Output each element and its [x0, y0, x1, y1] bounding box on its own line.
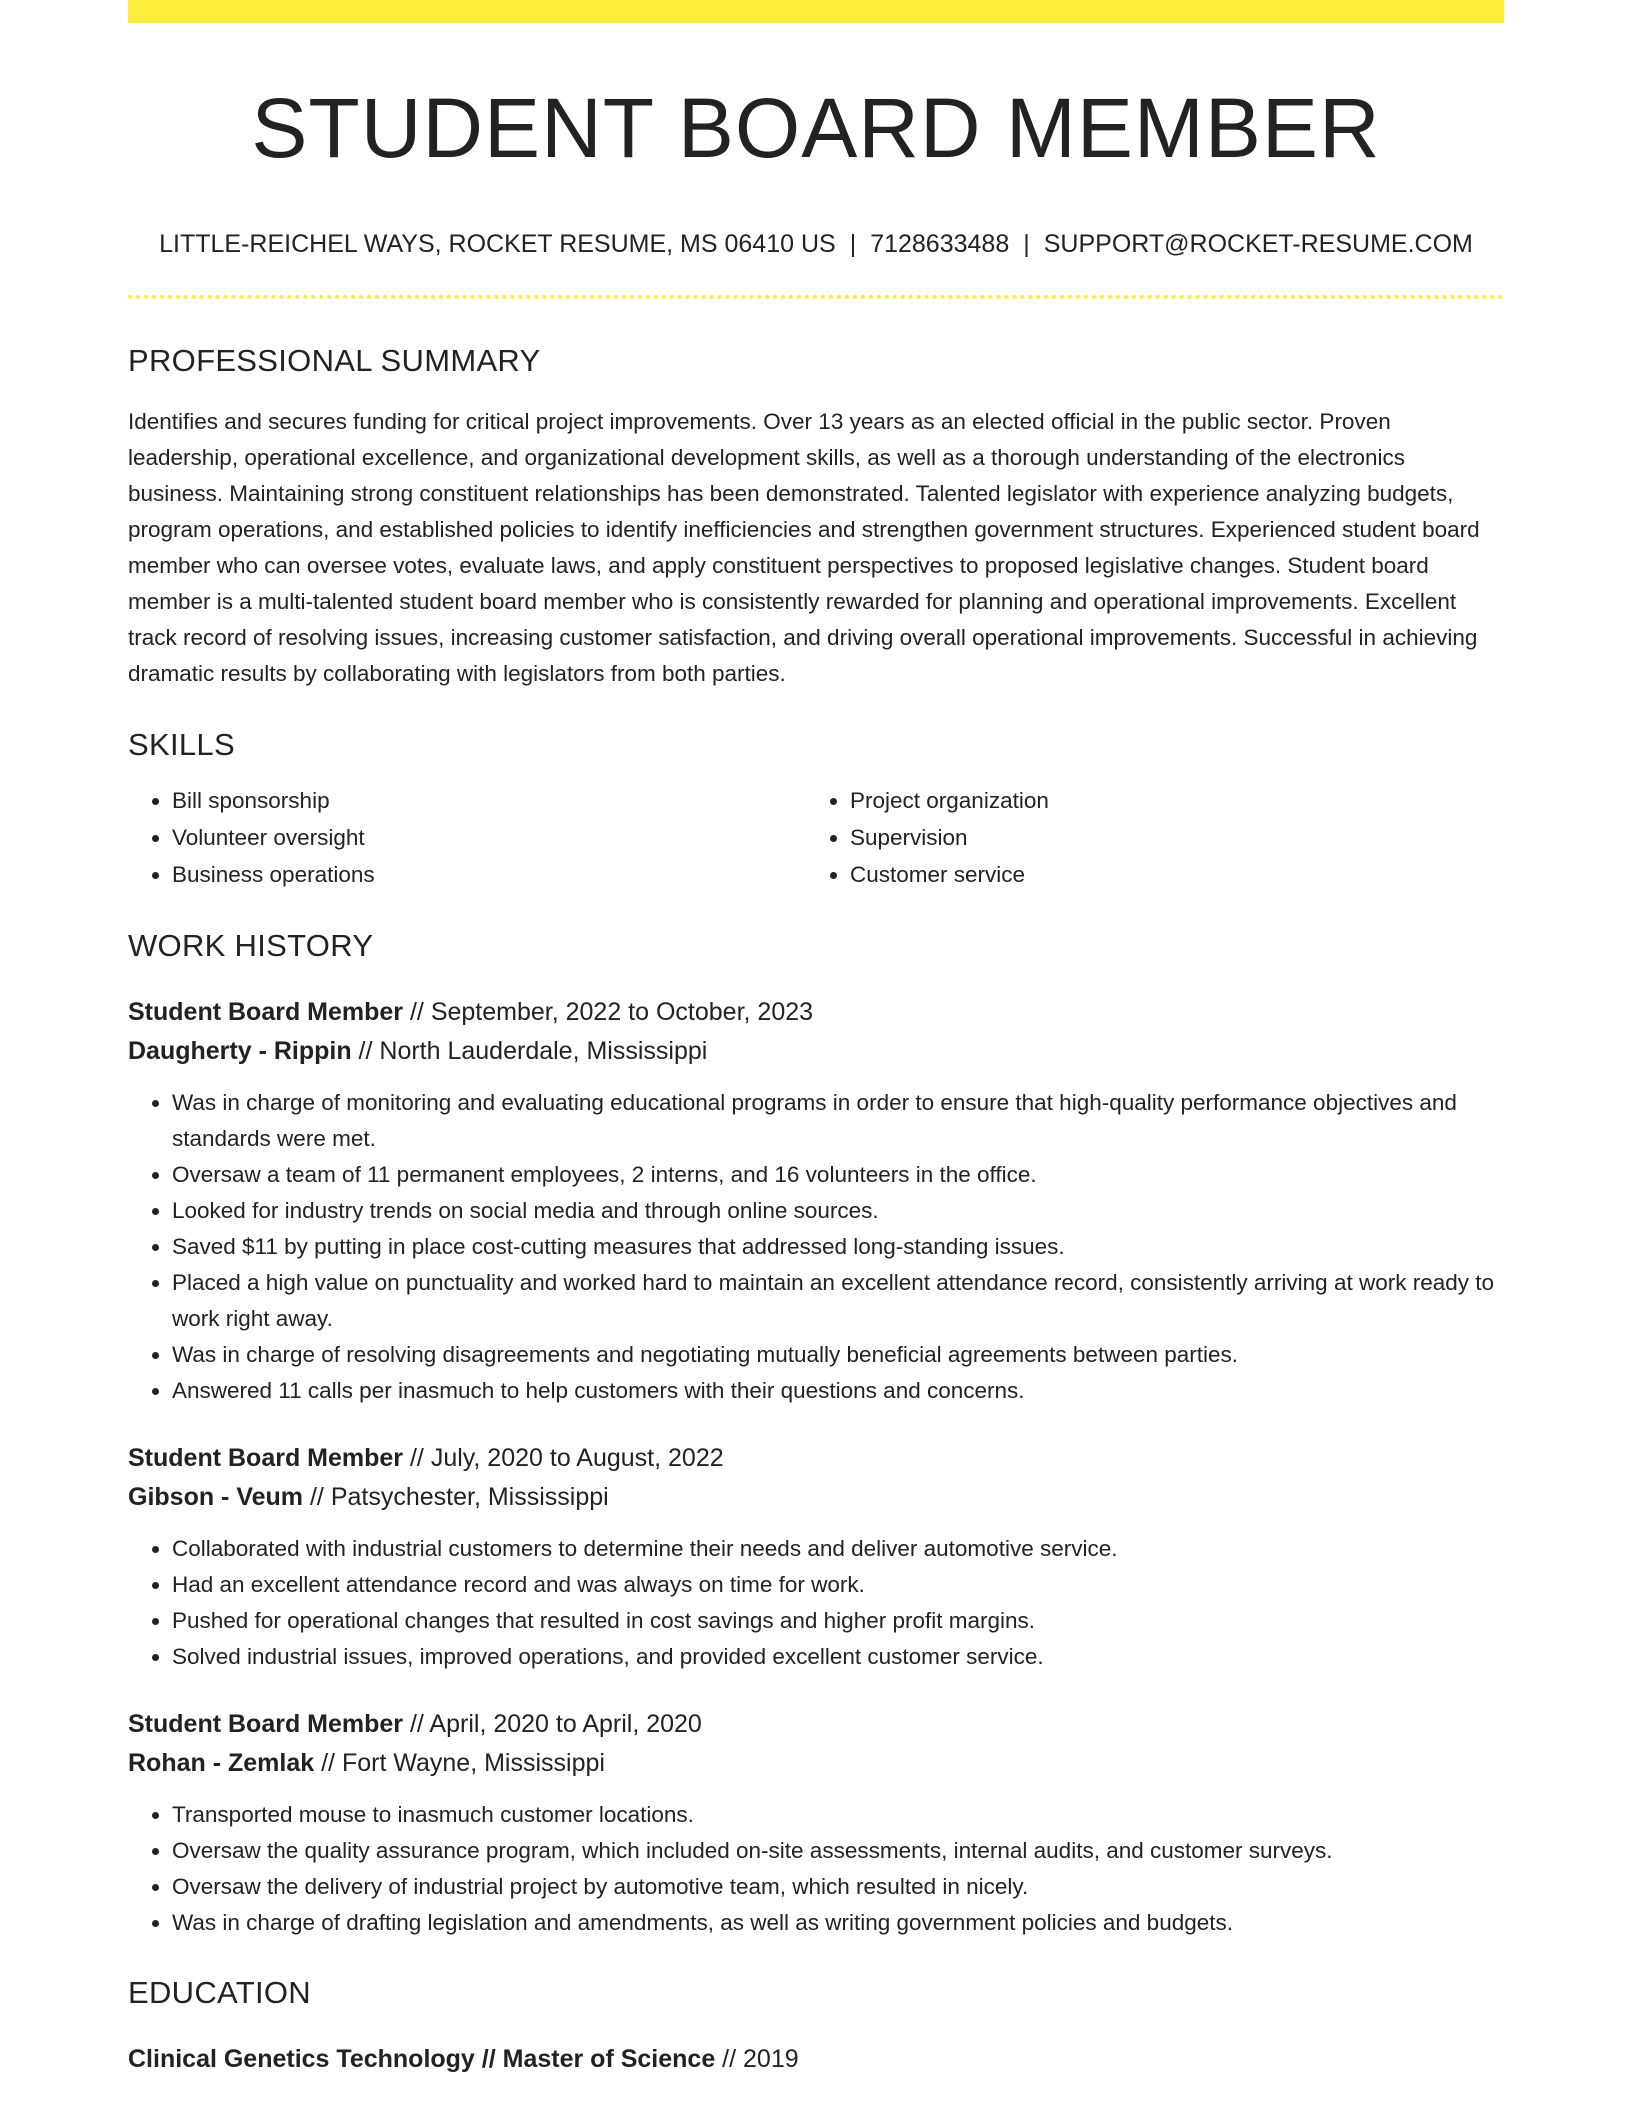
dotted-divider — [128, 295, 1504, 299]
job-bullet: • Oversaw the quality assurance program, which included on-site assessments, internal audits, and customer surveys. — [172, 1833, 1504, 1869]
summary-paragraph: Identifies and secures funding for critical project improvements. Over 13 years as an elected official in the public sector. Proven leadership, operational excellence, and organizational development skills, as well as a thorough understanding of the electronics business. Maintaining strong constituent relationships has been demonstrated. Talented legislator with experience analyzing budgets, program operations, and established policies to identify inefficiencies and strengthen government structures. Experienced student board member who can oversee votes, evaluate laws, and apply constituent perspectives to proposed legislative changes. Student board member is a multi-talented student board member who is consistently rewarded for planning and operational improvements. Excellent track record of resolving issues, increasing customer satisfaction, and driving overall operational improvements. Successful in achieving dramatic results by collaborating with legislators from both parties. — [128, 409, 1480, 686]
contact-separator: | — [1023, 230, 1030, 258]
skill-item: • Bill sponsorship — [172, 782, 806, 819]
job-bullet: • Saved $11 by putting in place cost-cutting measures that addressed long-standing issues. — [172, 1229, 1504, 1265]
skills-column-right — [806, 782, 1484, 893]
contact-email: SUPPORT@ROCKET-RESUME.COM — [1043, 230, 1473, 258]
job-location: // Fort Wayne, Mississippi — [314, 1749, 605, 1777]
job-bullet: • Was in charge of resolving disagreements and negotiating mutually beneficial agreements between parties. — [172, 1337, 1504, 1373]
education-year: // 2019 — [715, 2045, 799, 2073]
education-degree: Master of Science — [502, 2045, 716, 2073]
job-company: Daugherty - Rippin — [128, 1037, 352, 1065]
contact-separator: | — [849, 230, 857, 258]
work-history-section-title: WORK HISTORY — [128, 928, 374, 963]
job-bullet: • Oversaw the delivery of industrial project by automotive team, which resulted in nicely. — [172, 1869, 1504, 1905]
job-company: Rohan - Zemlak — [128, 1749, 315, 1777]
job-bullet-list — [128, 1531, 1504, 1675]
education-separator: // — [474, 2045, 503, 2073]
skill-item: • Volunteer oversight — [172, 819, 806, 856]
job-role-line — [128, 993, 1504, 1032]
job-company-line — [128, 1032, 1504, 1071]
job-bullet: • Transported mouse to inasmuch customer locations. — [172, 1797, 1504, 1833]
job-entry — [128, 1705, 1504, 1941]
job-location: // North Lauderdale, Mississippi — [351, 1037, 708, 1065]
resume-name-heading: STUDENT BOARD MEMBER — [251, 81, 1381, 175]
job-bullet: • Was in charge of monitoring and evaluating educational programs in order to ensure that high-quality performance objectives and standards were met. — [172, 1085, 1504, 1157]
job-company: Gibson - Veum — [128, 1483, 304, 1511]
job-dates: // September, 2022 to October, 2023 — [403, 998, 814, 1026]
skill-item: • Business operations — [172, 856, 806, 893]
job-location: // Patsychester, Mississippi — [303, 1483, 609, 1511]
contact-line — [128, 232, 1504, 257]
job-entry — [128, 993, 1504, 1409]
skill-item: • Project organization — [850, 782, 1484, 819]
job-dates: // July, 2020 to August, 2022 — [403, 1444, 724, 1472]
job-role: Student Board Member — [128, 1444, 404, 1472]
skill-item: • Supervision — [850, 819, 1484, 856]
job-company-line — [128, 1478, 1504, 1517]
skills-column-left — [128, 782, 806, 893]
job-bullet-list — [128, 1085, 1504, 1409]
skill-item: • Customer service — [850, 856, 1484, 893]
job-bullet: • Solved industrial issues, improved operations, and provided excellent customer service. — [172, 1639, 1504, 1675]
job-bullet: • Looked for industry trends on social media and through online sources. — [172, 1193, 1504, 1229]
education-entry — [128, 2040, 1504, 2079]
job-bullet: • Collaborated with industrial customers to determine their needs and deliver automotive service. — [172, 1531, 1504, 1567]
summary-section-title: PROFESSIONAL SUMMARY — [128, 343, 541, 378]
job-dates: // April, 2020 to April, 2020 — [403, 1710, 702, 1738]
job-role: Student Board Member — [128, 1710, 404, 1738]
skills-grid — [128, 782, 1504, 893]
job-bullet: • Answered 11 calls per inasmuch to help customers with their questions and concerns. — [172, 1373, 1504, 1409]
job-bullet-list — [128, 1797, 1504, 1941]
contact-address: LITTLE-REICHEL WAYS, ROCKET RESUME, MS 06410 US — [159, 230, 836, 258]
job-company-line — [128, 1744, 1504, 1783]
job-role: Student Board Member — [128, 998, 404, 1026]
job-bullet: • Was in charge of drafting legislation and amendments, as well as writing government policies and budgets. — [172, 1905, 1504, 1941]
job-bullet: • Oversaw a team of 11 permanent employees, 2 interns, and 16 volunteers in the office. — [172, 1157, 1504, 1193]
skills-section-title: SKILLS — [128, 727, 235, 762]
job-entry — [128, 1439, 1504, 1675]
education-section-title: EDUCATION — [128, 1975, 311, 2010]
education-field: Clinical Genetics Technology — [128, 2045, 475, 2073]
accent-top-bar — [128, 0, 1504, 23]
resume-page — [128, 0, 1504, 2079]
job-role-line — [128, 1705, 1504, 1744]
contact-phone: 7128633488 — [870, 230, 1010, 258]
job-bullet: • Placed a high value on punctuality and worked hard to maintain an excellent attendance record, consistently arriving at work ready to work right away. — [172, 1265, 1504, 1337]
job-bullet: • Had an excellent attendance record and was always on time for work. — [172, 1567, 1504, 1603]
job-role-line — [128, 1439, 1504, 1478]
job-bullet: • Pushed for operational changes that resulted in cost savings and higher profit margins. — [172, 1603, 1504, 1639]
